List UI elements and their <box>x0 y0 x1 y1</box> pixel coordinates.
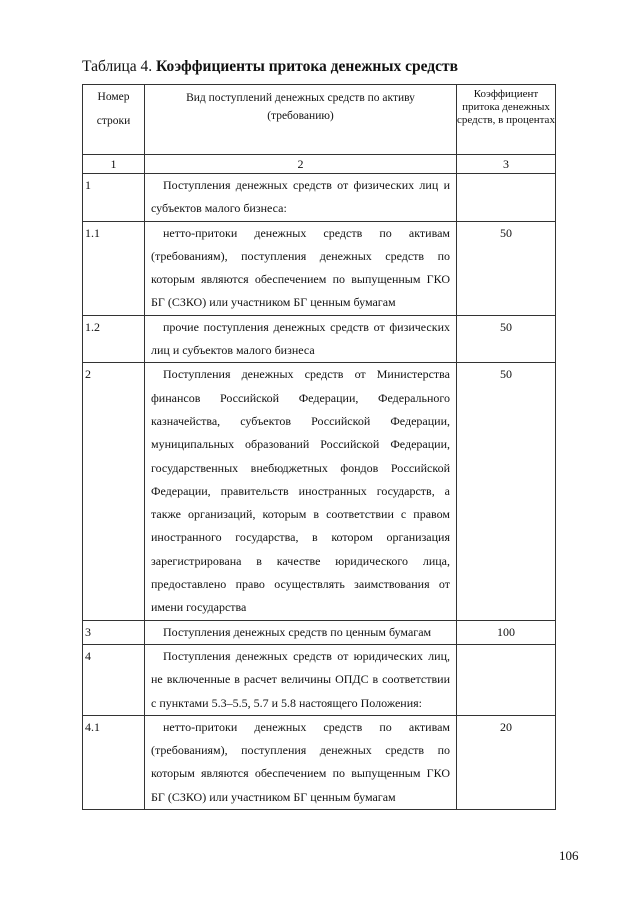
row-text: Поступления денежных средств от физических лиц и субъектов малого бизнеса: <box>145 174 457 222</box>
row-number: 1 <box>83 174 145 222</box>
row-text: Поступления денежных средств от Министерства финансов Российской Федерации, Федерального казначейства, субъектов Российской Федерации, муниципальных образований Российской Федерации, государственных внебюджетных фондов Российской Федерации, правительств иностранных государств, а также организаций, которым в соответствии с правом иностранного государства, в котором организация зарегистрирована в качестве юридического лица, предоставлено право осуществлять заимствования от имени государства <box>145 363 457 620</box>
row-value <box>457 644 556 715</box>
table-row <box>83 174 556 222</box>
table-title <box>82 58 458 76</box>
header-cell-number <box>83 85 145 155</box>
table-row <box>83 315 556 363</box>
table-title-bold: Коэффициенты притока денежных средств <box>156 58 458 75</box>
row-value: 100 <box>457 620 556 644</box>
row-text: нетто-притоки денежных средств по активам (требованиям), поступления денежных средств по которым являются обеспечением по выпущенным ГКО БГ (СЗКО) или участником БГ ценным бумагам <box>145 221 457 315</box>
header-number-line2: строки <box>96 115 131 127</box>
coefficients-table <box>82 84 556 810</box>
index-cell: 2 <box>145 155 457 174</box>
table-row <box>83 644 556 715</box>
index-cell: 1 <box>83 155 145 174</box>
row-text: Поступления денежных средств по ценным бумагам <box>145 620 457 644</box>
header-number-line1: Номер <box>97 91 130 103</box>
row-value: 50 <box>457 363 556 620</box>
table-row <box>83 620 556 644</box>
row-value: 50 <box>457 221 556 315</box>
row-number: 3 <box>83 620 145 644</box>
index-row <box>83 155 556 174</box>
row-text: прочие поступления денежных средств от физических лиц и субъектов малого бизнеса <box>145 315 457 363</box>
table-row <box>83 221 556 315</box>
page-number: 106 <box>559 848 579 863</box>
row-value: 50 <box>457 315 556 363</box>
row-number: 2 <box>83 363 145 620</box>
row-number: 1.2 <box>83 315 145 363</box>
table-row <box>83 363 556 620</box>
row-value <box>457 174 556 222</box>
header-type-line2: (требованию) <box>267 110 334 122</box>
row-value: 20 <box>457 715 556 809</box>
header-cell-type <box>145 85 457 155</box>
row-text: нетто-притоки денежных средств по активам (требованиям), поступления денежных средств по которым являются обеспечением по выпущенным ГКО БГ (СЗКО) или участником БГ ценным бумагам <box>145 715 457 809</box>
row-number: 4 <box>83 644 145 715</box>
index-cell: 3 <box>457 155 556 174</box>
row-text: Поступления денежных средств от юридических лиц, не включенные в расчет величины ОПДС в соответствии с пунктами 5.3–5.5, 5.7 и 5.8 настоящего Положения: <box>145 644 457 715</box>
header-type-line1: Вид поступлений денежных средств по активу <box>186 92 415 104</box>
row-number: 4.1 <box>83 715 145 809</box>
table-title-prefix: Таблица 4. <box>82 58 157 75</box>
table-row <box>83 715 556 809</box>
row-number: 1.1 <box>83 221 145 315</box>
header-row <box>83 85 556 155</box>
header-cell-coefficient: Коэффициент притока денежных средств, в процентах <box>457 85 556 155</box>
